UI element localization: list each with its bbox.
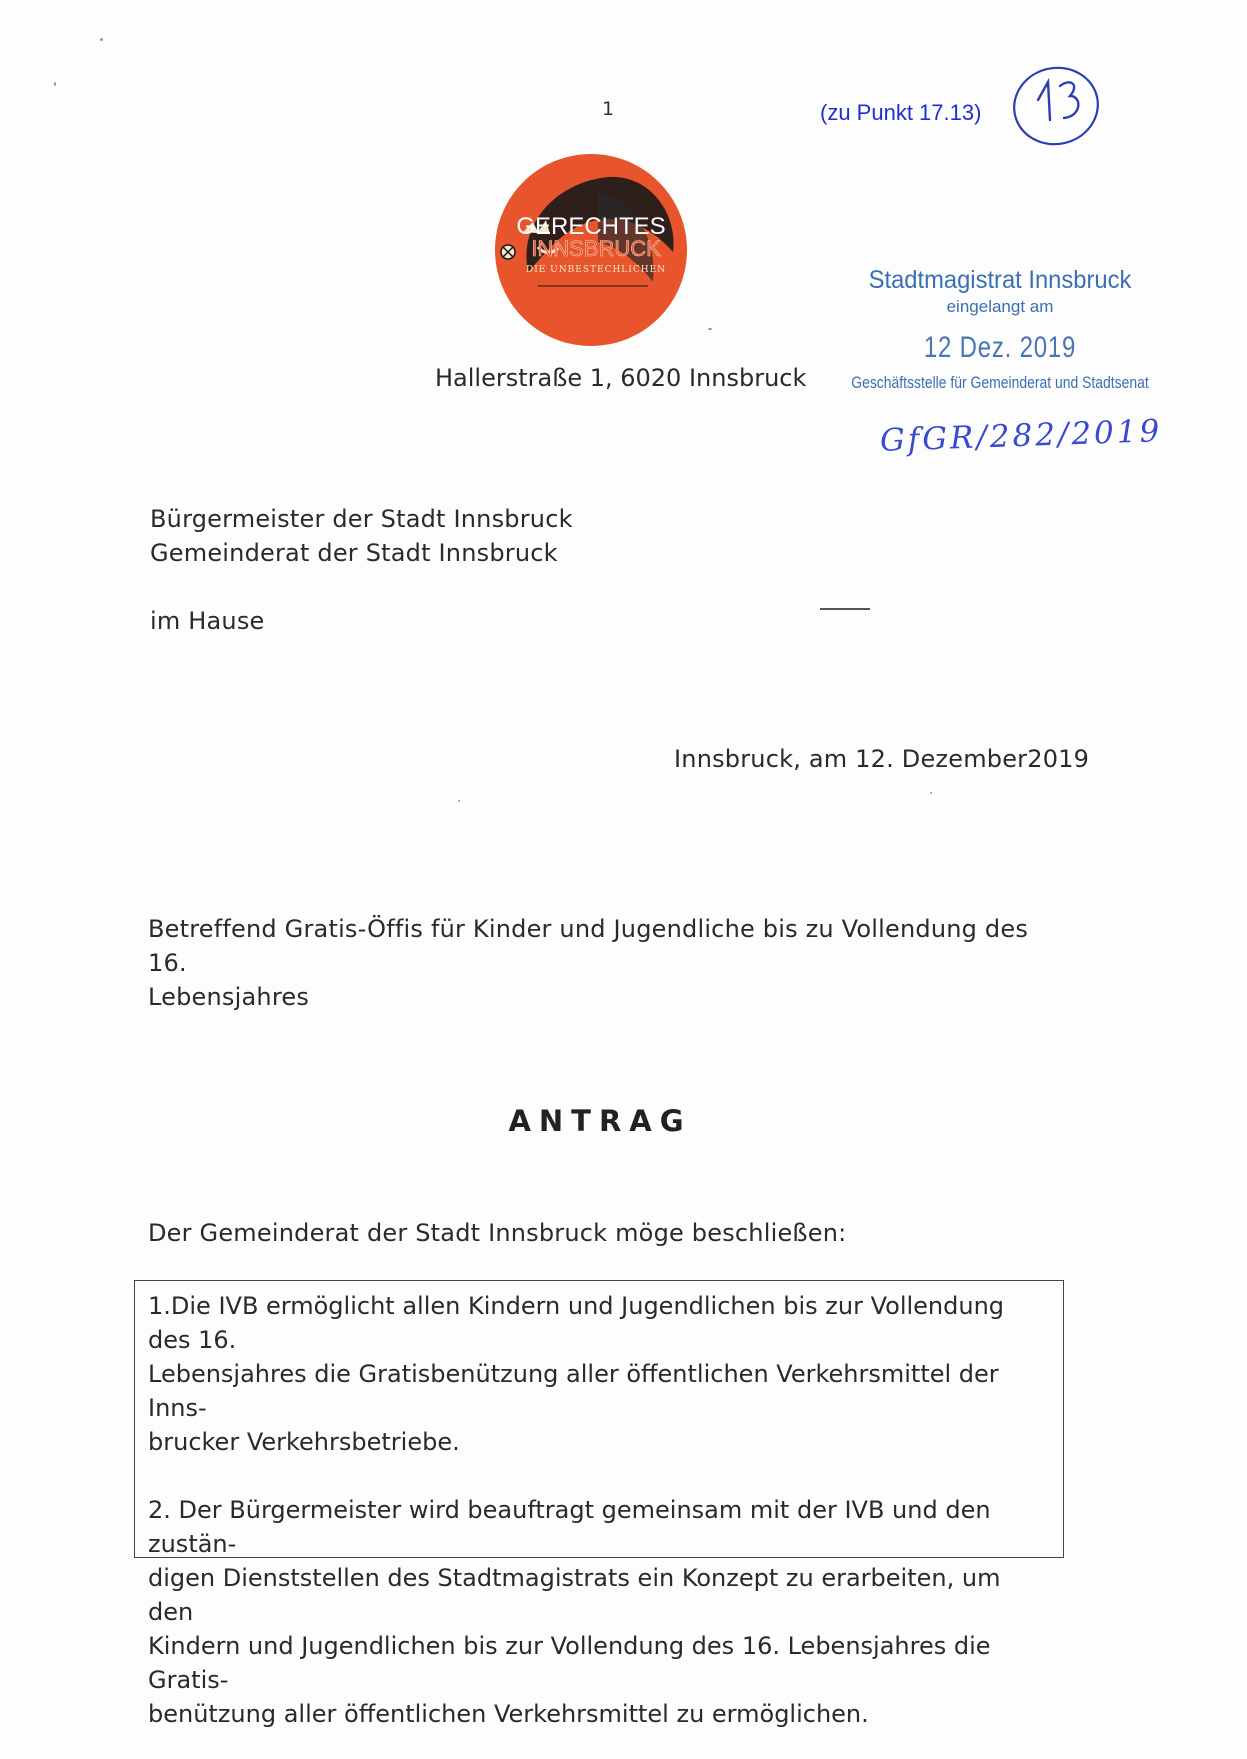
subject <box>148 912 1068 1014</box>
motion-line: benützung aller öffentlichen Verkehrsmittel zu ermöglichen. <box>148 1700 869 1728</box>
stamp-office: Geschäftsstelle für Gemeinderat und Stadtsenat <box>851 373 1149 392</box>
recipient-line: Gemeinderat der Stadt Innsbruck <box>150 539 558 567</box>
recipient-line: Bürgermeister der Stadt Innsbruck <box>150 505 573 533</box>
received-stamp <box>840 266 1160 393</box>
logo-wordmark-line1: GERECHTES <box>516 213 666 240</box>
motion-point-1 <box>148 1289 1051 1459</box>
motion-line: 2. Der Bürgermeister wird beauftragt gemeinsam mit der IVB und den zustän- <box>148 1496 991 1558</box>
logo-wordmark-line2: INNSBRUCK <box>531 236 661 261</box>
logo-emblem-icon <box>501 245 515 259</box>
document-heading: ANTRAG <box>508 1104 692 1138</box>
page-number: 1 <box>602 98 615 120</box>
motion-line: Lebensjahres die Gratisbenützung aller öffentlichen Verkehrsmittel der Inns- <box>148 1360 999 1422</box>
handwritten-circle-mark <box>1008 60 1104 152</box>
motion-line: 1.Die IVB ermöglicht allen Kindern und Jugendlichen bis zur Vollendung des 16. <box>148 1292 1005 1354</box>
place-date: Innsbruck, am 12. Dezember2019 <box>674 745 1090 773</box>
subject-line: Lebensjahres <box>148 983 310 1011</box>
stamp-handwritten-reference: GfGR/282/2019 <box>879 413 1163 459</box>
stamp-date: 12 Dez. 2019 <box>923 331 1077 364</box>
motion-point-2 <box>148 1493 1051 1731</box>
subject-line: Betreffend Gratis-Öffis für Kinder und Jugendliche bis zu Vollendung des 16. <box>148 915 1029 977</box>
stamp-title: Stadtmagistrat Innsbruck <box>868 266 1132 294</box>
motion-line: brucker Verkehrsbetriebe. <box>148 1428 460 1456</box>
sender-address: Hallerstraße 1, 6020 Innsbruck <box>435 364 807 392</box>
recipient-line: im Hause <box>150 607 265 635</box>
motion-box <box>134 1280 1064 1728</box>
party-logo <box>488 152 694 348</box>
logo-tagline: DIE UNBESTECHLICHEN <box>525 265 667 275</box>
motion-line: digen Dienststellen des Stadtmagistrats ein Konzept zu erarbeiten, um den <box>148 1564 1001 1626</box>
motion-intro: Der Gemeinderat der Stadt Innsbruck möge beschließen: <box>148 1219 847 1247</box>
pen-dash-mark <box>820 608 870 610</box>
motion-line: Kindern und Jugendlichen bis zur Vollendung des 16. Lebensjahres die Gratis- <box>148 1632 991 1694</box>
agenda-reference: (zu Punkt 17.13) <box>820 100 982 125</box>
stamp-subtitle: eingelangt am <box>946 297 1054 316</box>
